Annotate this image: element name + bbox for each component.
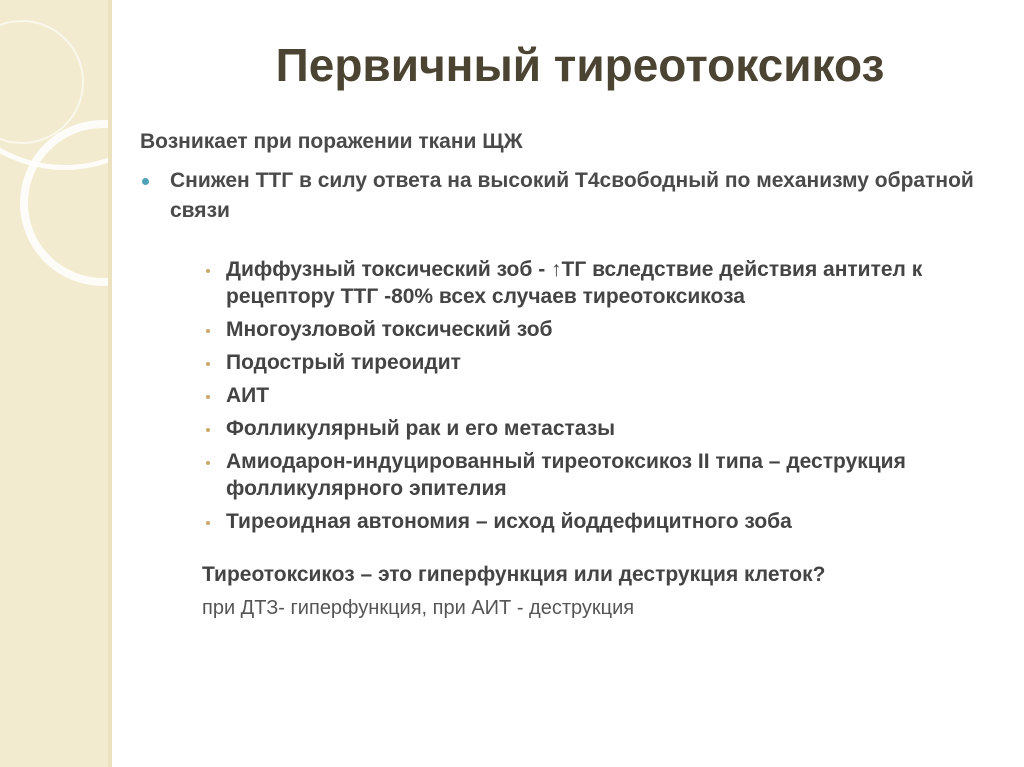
sidebar-edge bbox=[108, 0, 112, 767]
lead-text: Возникает при поражении ткани ЩЖ bbox=[140, 130, 523, 153]
sub-bullet-text: Амиодарон-индуцированный тиреотоксикоз II типа – деструкция фолликулярного эпителия bbox=[226, 450, 906, 500]
sub-bullet-dot-icon bbox=[206, 362, 210, 366]
sub-bullet-text: Диффузный токсический зоб - ↑ТГ вследствие действия антител к рецептору ТТГ -80% всех случаев тиреотоксикоза bbox=[226, 258, 923, 308]
sub-bullet-dot-icon bbox=[206, 395, 210, 399]
sub-bullet-text: Подострый тиреоидит bbox=[226, 351, 461, 374]
slide-content bbox=[140, 130, 1000, 620]
sub-bullet-dot-icon bbox=[206, 428, 210, 432]
main-bullet bbox=[140, 166, 1000, 226]
sub-bullet-dot-icon bbox=[206, 461, 210, 465]
sub-bullet-item bbox=[202, 256, 1000, 310]
answer-text: при ДТЗ- гиперфункция, при АИТ - деструкция bbox=[202, 597, 635, 619]
sub-bullet-dot-icon bbox=[206, 269, 210, 273]
sub-bullet-item bbox=[202, 448, 1000, 502]
sub-bullet-list bbox=[140, 256, 1000, 535]
sub-bullet-dot-icon bbox=[206, 329, 210, 333]
main-bullet-text: Снижен ТТГ в силу ответа на высокий Т4свободный по механизму обратной связи bbox=[170, 169, 974, 222]
sub-bullet-text: Фолликулярный рак и его метастазы bbox=[226, 417, 616, 440]
decorative-sidebar bbox=[0, 0, 112, 767]
question-text: Тиреотоксикоз – это гиперфункция или деструкция клеток? bbox=[202, 563, 826, 586]
sub-bullet-text: Тиреоидная автономия – исход йоддефицитного зоба bbox=[226, 510, 792, 533]
sub-bullet-text: Многоузловой токсический зоб bbox=[226, 318, 553, 341]
sub-bullet-item bbox=[202, 316, 1000, 343]
sub-bullet-dot-icon bbox=[206, 521, 210, 525]
slide-title: Первичный тиреотоксикоз bbox=[275, 39, 885, 91]
sub-bullet-item bbox=[202, 508, 1000, 535]
sub-bullet-item bbox=[202, 382, 1000, 409]
sub-bullet-item bbox=[202, 415, 1000, 442]
sub-bullet-item bbox=[202, 349, 1000, 376]
sub-bullet-text: АИТ bbox=[226, 384, 270, 407]
bullet-dot-icon bbox=[142, 178, 149, 185]
